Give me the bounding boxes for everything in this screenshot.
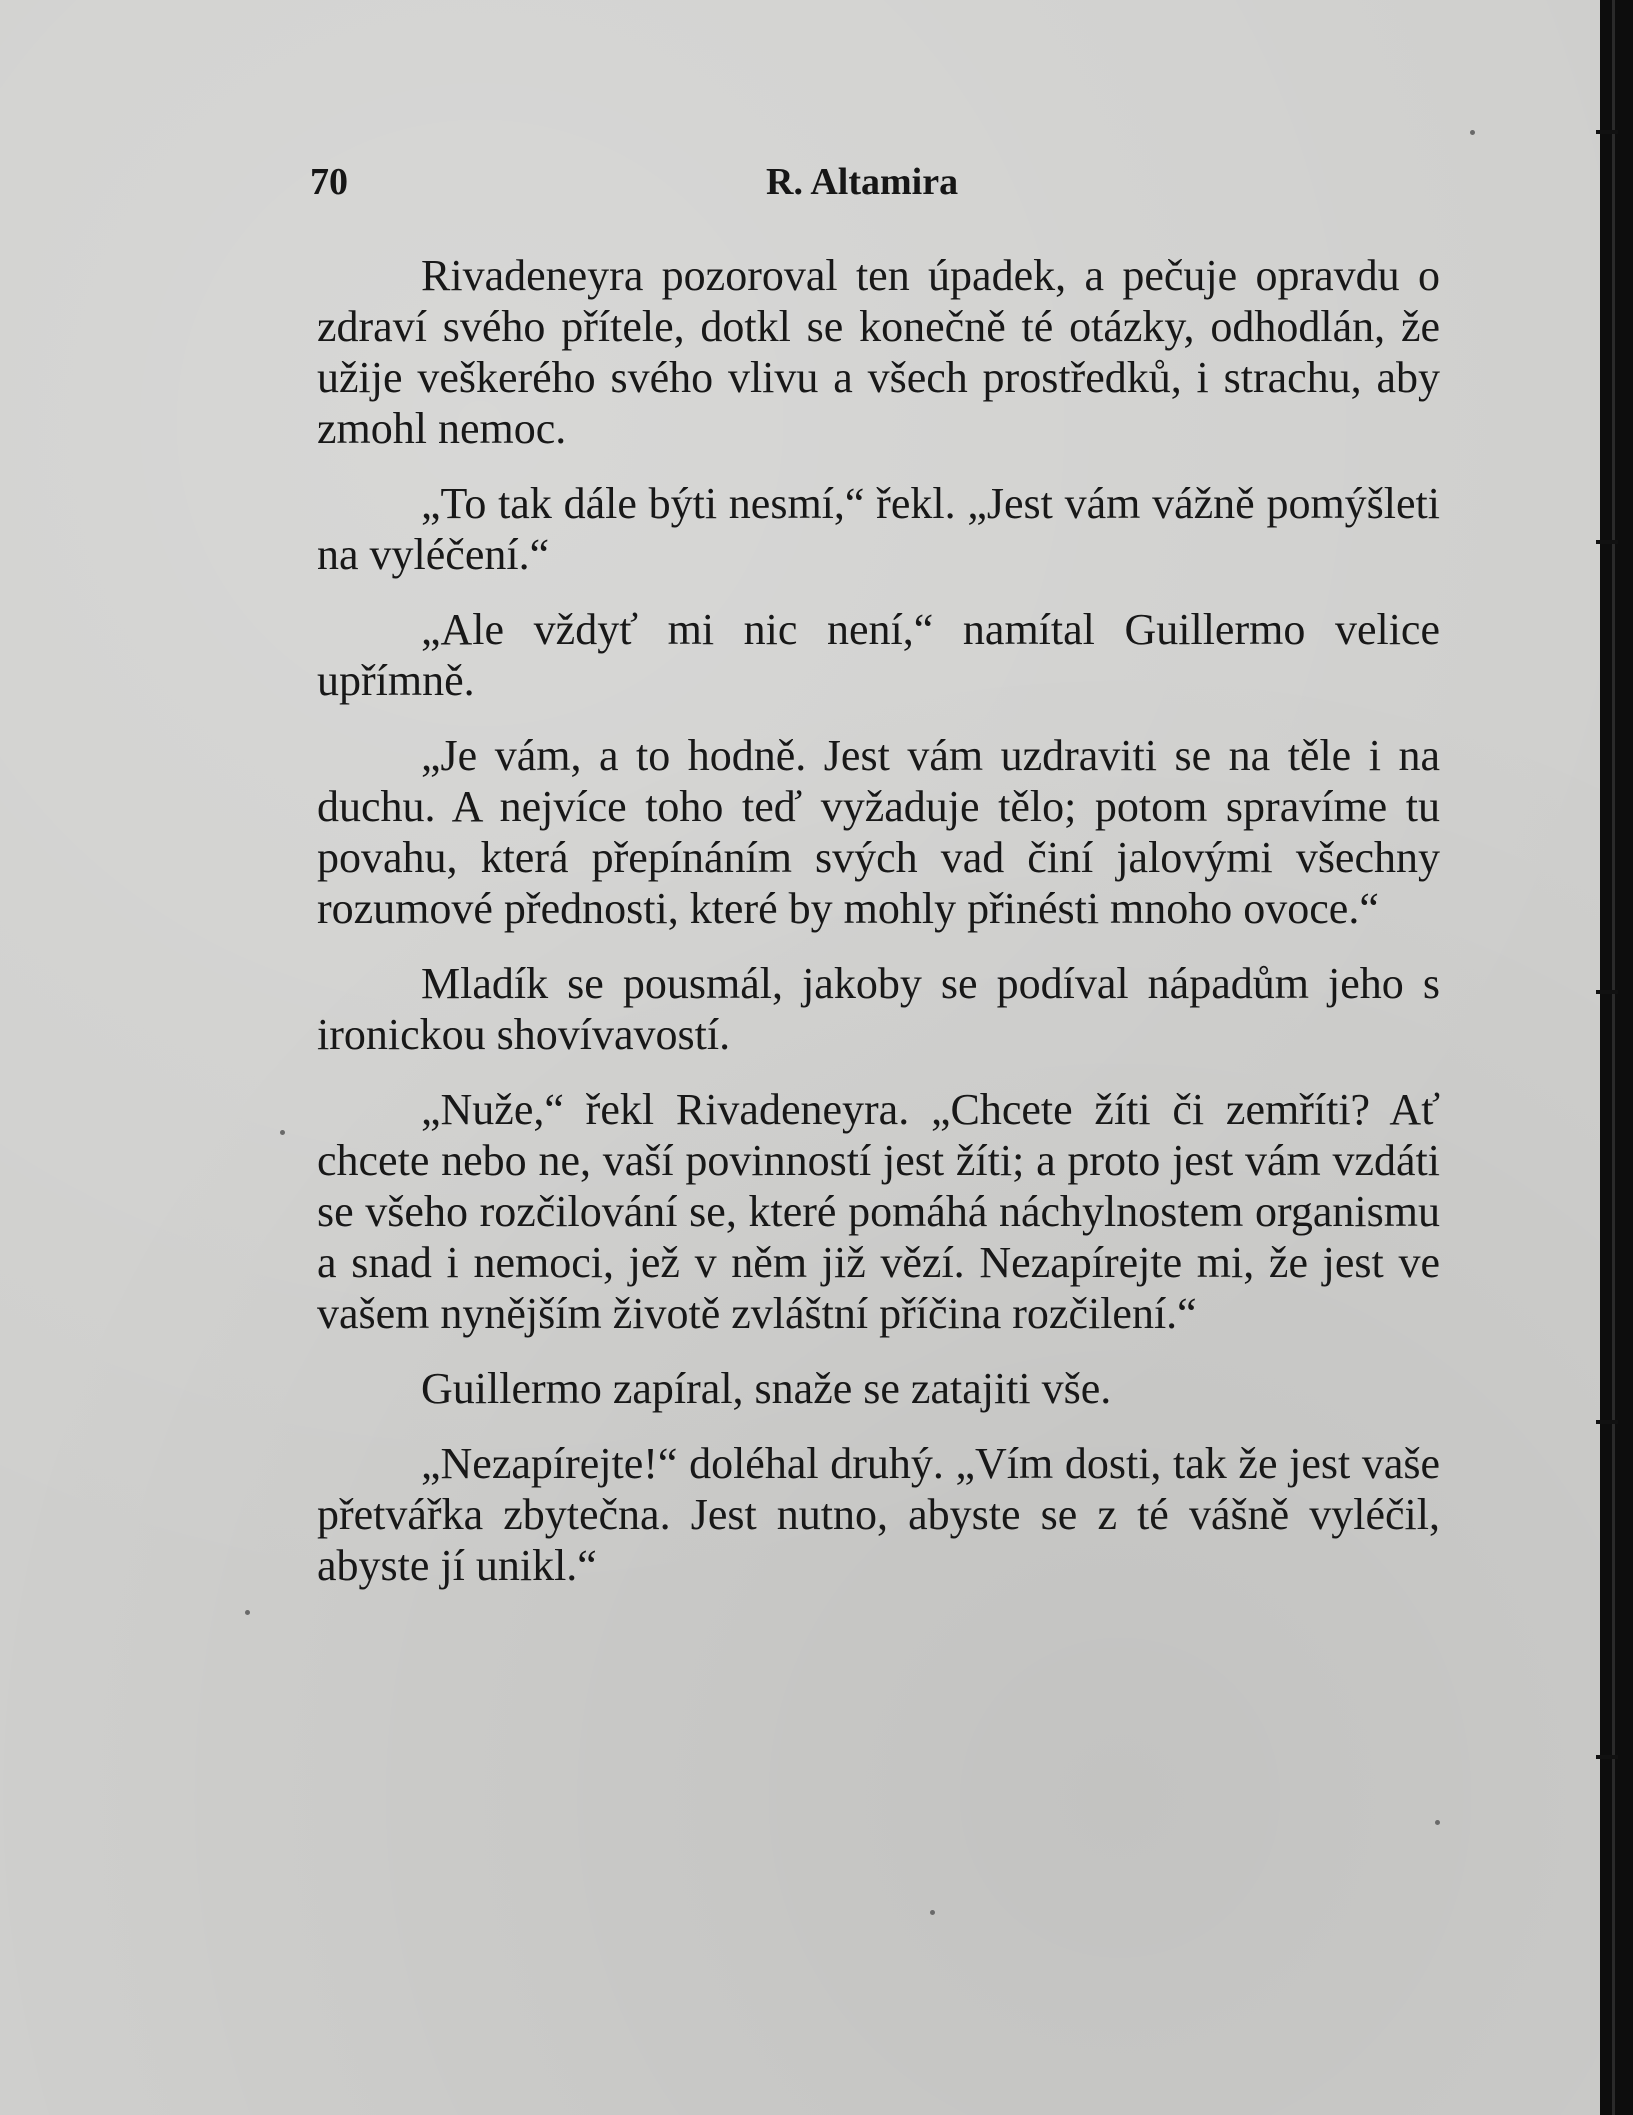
edge-tick <box>1596 130 1618 134</box>
paragraph: Guillermo zapíral, snaže se zatajiti vše. <box>421 1364 1112 1413</box>
page-edge-shadow <box>1600 0 1633 2115</box>
paper-speck <box>280 1130 285 1135</box>
page-number: 70 <box>310 161 348 203</box>
edge-tick <box>1596 540 1618 544</box>
paragraph: Rivadeneyra pozoroval ten úpadek, a pečuje opravdu o zdraví svého přítele, dotkl se konečně té otázky, odhodlán, že užije veškerého svého vlivu a všech prostředků, i strachu, aby zmohl nemoc. <box>317 251 1440 453</box>
body-text <box>317 250 1440 1615</box>
paragraph: Mladík se pousmál, jakoby se podíval nápadům jeho s ironickou shovívavostí. <box>317 959 1440 1059</box>
paper-speck <box>245 1610 250 1615</box>
edge-tick <box>1596 1755 1618 1759</box>
page-edge-line <box>1612 0 1615 2115</box>
paragraph: „Ale vždyť mi nic není,“ namítal Guillermo velice upřímně. <box>317 605 1440 705</box>
running-head: R. Altamira <box>766 161 959 203</box>
paper-speck <box>930 1910 935 1915</box>
edge-tick <box>1596 990 1618 994</box>
paragraph: „Je vám, a to hodně. Jest vám uzdraviti se na těle i na duchu. A nejvíce toho teď vyžaduje tělo; potom spravíme tu povahu, která přepínáním svých vad činí jalovými všechny rozumové přednosti, které by mohly přinésti mnoho ovoce.“ <box>317 731 1440 933</box>
edge-tick <box>1596 1420 1618 1424</box>
paper-speck <box>1470 130 1475 135</box>
paragraph: „Nezapírejte!“ doléhal druhý. „Vím dosti, tak že jest vaše přetvářka zbytečna. Jest nutno, abyste se z té vášně vyléčil, abyste jí unikl.“ <box>317 1439 1440 1590</box>
page-header <box>310 160 1440 210</box>
paragraph: „To tak dále býti nesmí,“ řekl. „Jest vám vážně pomýšleti na vyléčení.“ <box>317 479 1440 579</box>
paper-speck <box>1435 1820 1440 1825</box>
paragraph: „Nuže,“ řekl Rivadeneyra. „Chcete žíti či zemříti? Ať chcete nebo ne, vaší povinností jest žíti; a proto jest vám vzdáti se všeho rozčilování se, které pomáhá náchylnostem organismu a snad i nemoci, jež v něm již vězí. Nezapírejte mi, že jest ve vašem nynějším životě zvláštní příčina rozčilení.“ <box>317 1085 1440 1338</box>
